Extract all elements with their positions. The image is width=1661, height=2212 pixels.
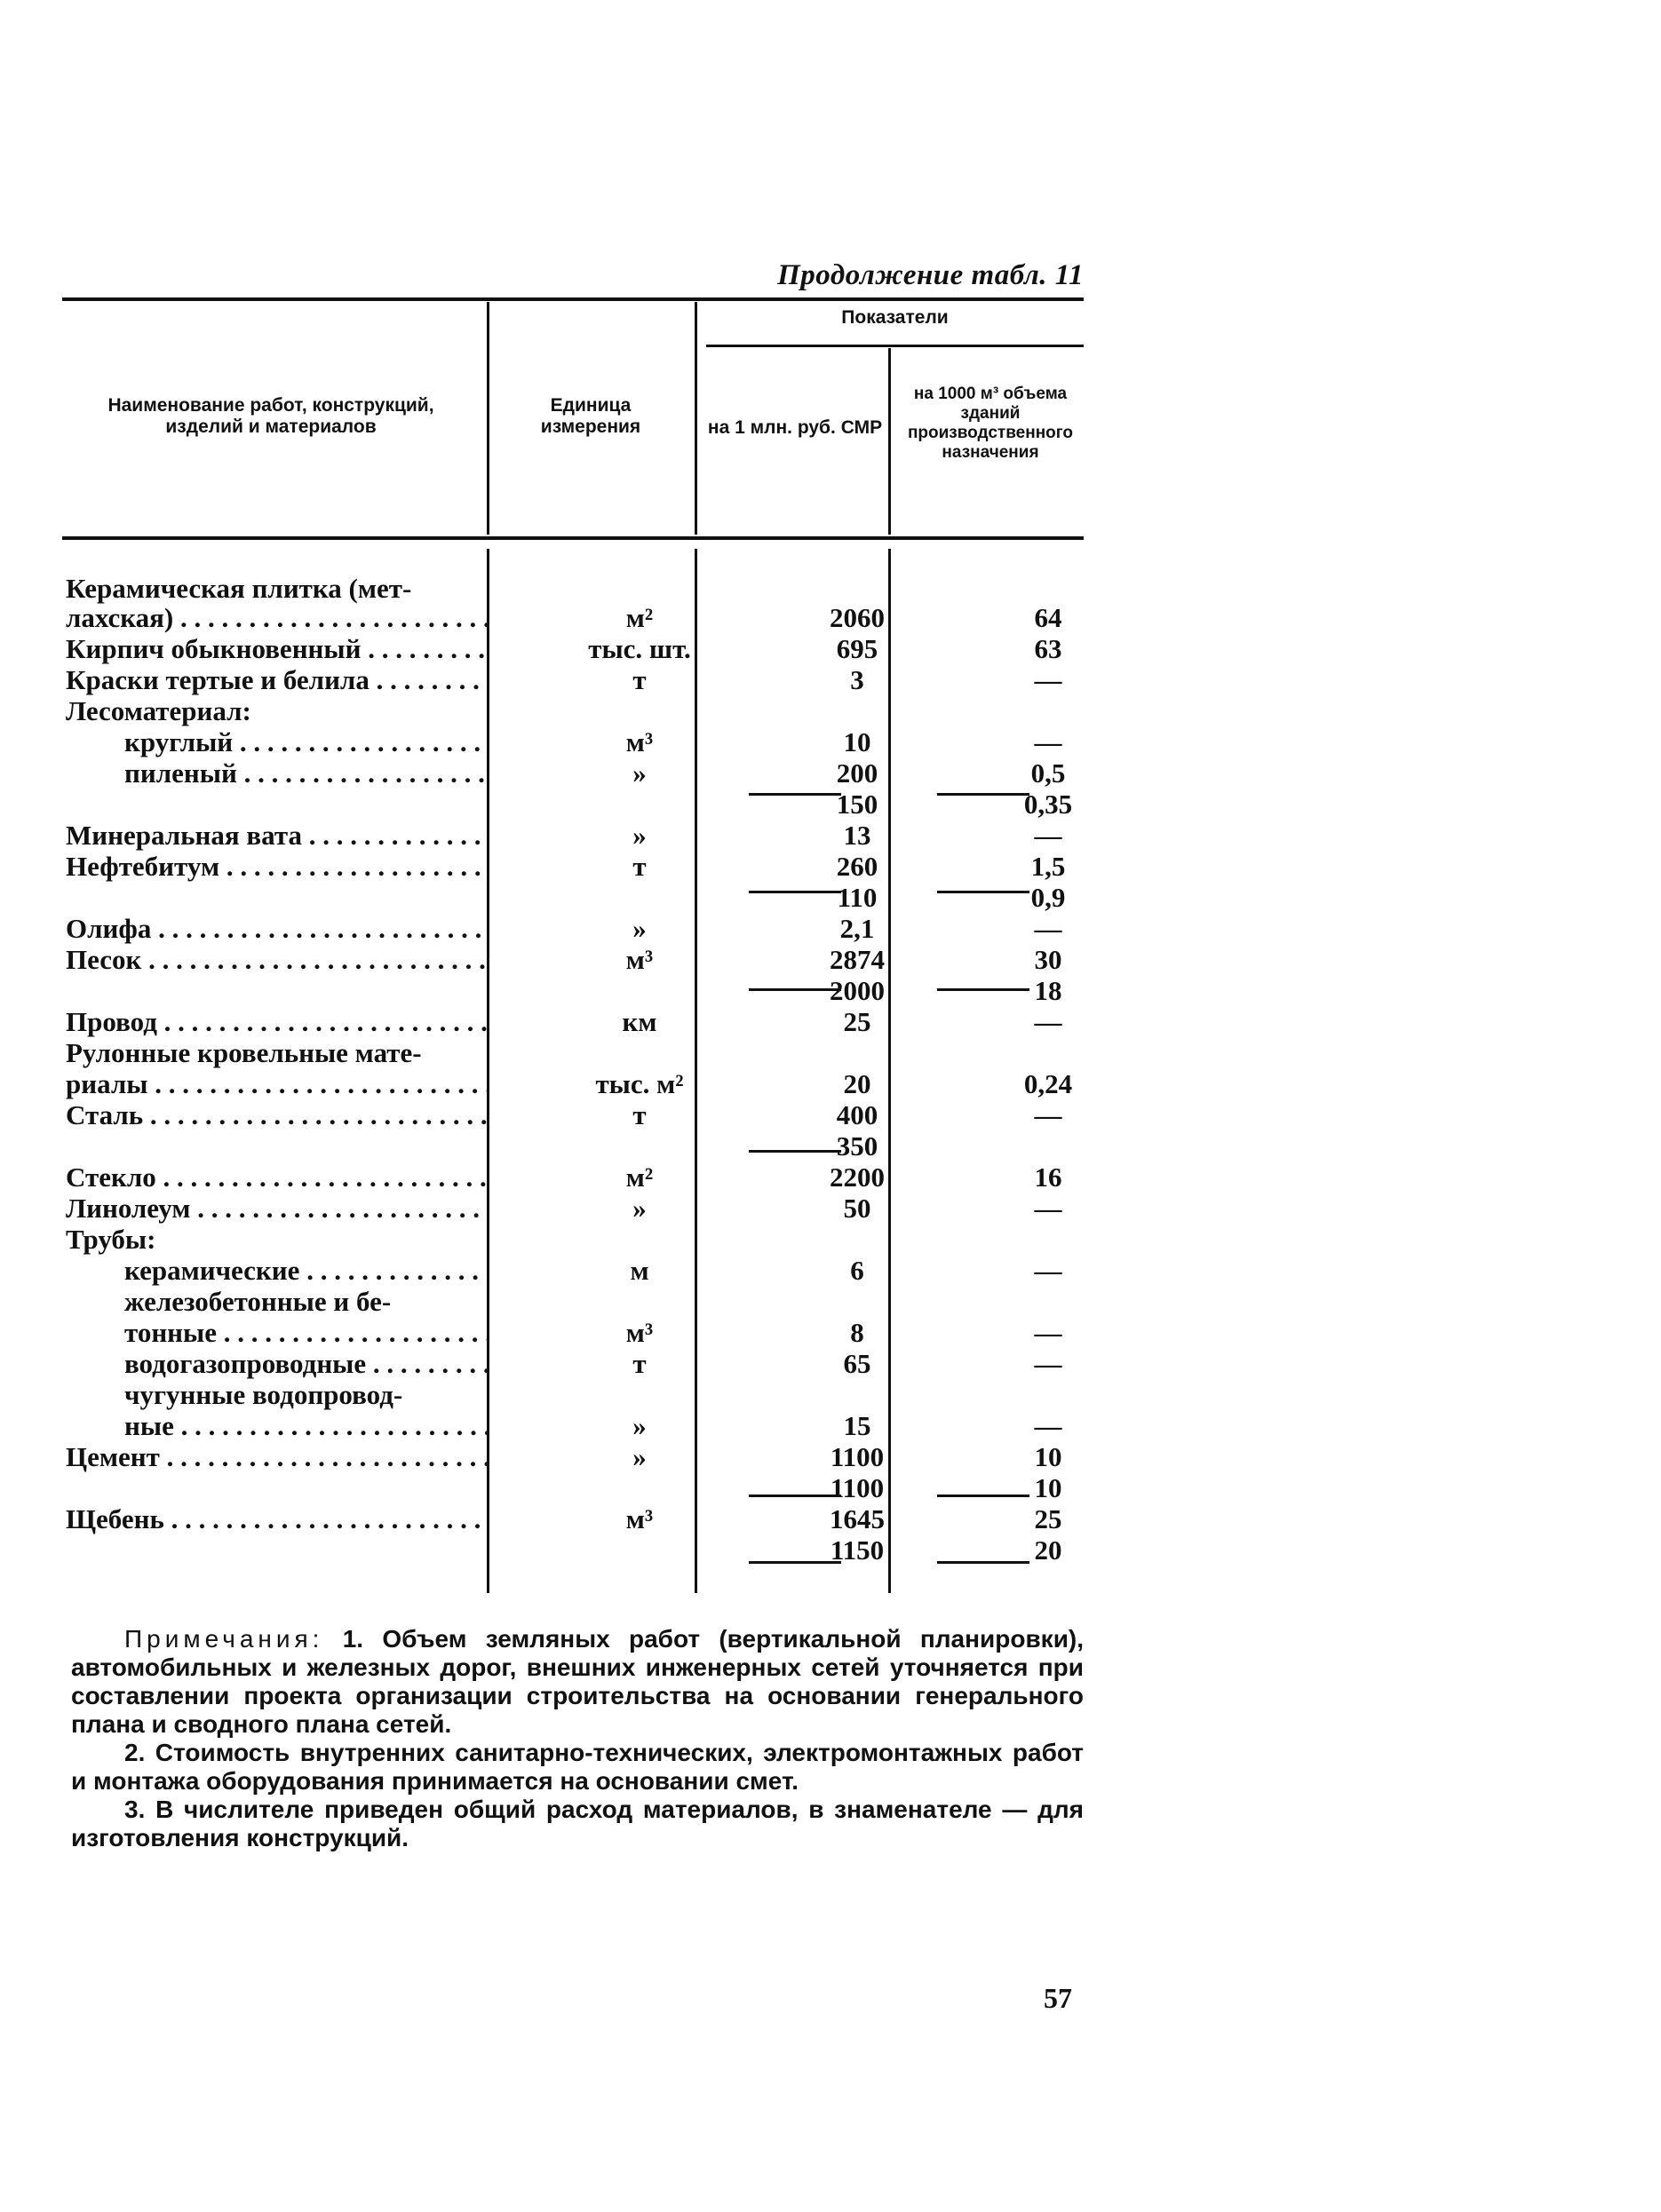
table-row: [62, 1286, 1084, 1317]
header-group: Показатели: [841, 307, 949, 328]
note-3: 3. В числителе приведен общий расход материалов, в знаменателе — для изготовления конструкций.: [71, 1796, 1084, 1851]
row-unit: км: [622, 1006, 657, 1037]
table-row: [62, 757, 1084, 789]
header-bottom-rule: [62, 536, 1084, 540]
row-value-per-1000m3: —: [1034, 1193, 1062, 1224]
row-value-per-million: 400: [836, 1099, 878, 1130]
row-value-per-1000m3: 30: [1034, 944, 1062, 975]
fraction-line: [937, 1494, 1029, 1497]
row-unit: м³: [625, 944, 654, 975]
table-row: [62, 975, 1084, 1006]
row-value-per-million: 8: [850, 1317, 864, 1348]
header-v2: на 1000 м³ объема зданий производственного назначения: [907, 385, 1074, 462]
fraction-line: [749, 988, 841, 991]
row-name: лахская) . . .: [66, 602, 489, 633]
top-rule: [62, 297, 1084, 301]
fraction-line: [749, 1561, 841, 1564]
row-value-per-1000m3: —: [1034, 1348, 1062, 1379]
table-row: [62, 602, 1084, 633]
row-value-per-1000m3: 63: [1034, 633, 1062, 664]
row-name: Провод . . .: [66, 1006, 489, 1037]
row-unit: м³: [625, 726, 654, 757]
note-1: 1. Объем земляных работ (вертикальной планировки), автомобильных и железных дорог, внешних инженерных сетей уточняется при составлении проекта организации строительства на основании генерального плана и сводного плана сетей.: [71, 1625, 1085, 1738]
row-value-per-million: 150: [836, 789, 878, 820]
table-row: [62, 1317, 1084, 1348]
fraction-line: [937, 793, 1029, 796]
row-name: Линолеум . . .: [66, 1193, 489, 1224]
table-row: [62, 1037, 1084, 1068]
note-2: 2. Стоимость внутренних санитарно-технических, электромонтажных работ и монтажа оборудования принимается на основании смет.: [71, 1739, 1084, 1795]
row-unit: т: [632, 664, 647, 695]
row-value-per-1000m3: —: [1034, 1099, 1062, 1130]
row-value-per-million: 1100: [830, 1441, 885, 1472]
fraction-line: [937, 891, 1029, 893]
row-value-per-million: 15: [843, 1410, 871, 1441]
row-unit: »: [632, 1441, 647, 1472]
table-caption: Продолжение табл. 11: [777, 259, 1084, 291]
row-value-per-million: 3: [850, 664, 864, 695]
row-value-per-1000m3: 0,24: [1023, 1068, 1073, 1099]
row-name: Трубы:: [66, 1224, 156, 1255]
fraction-line: [749, 1150, 841, 1153]
fraction-line: [749, 1494, 841, 1497]
fraction-line: [937, 1561, 1029, 1564]
header-divider-1: [487, 302, 489, 535]
table-row: [62, 1255, 1084, 1286]
row-name: Цемент . . .: [66, 1441, 489, 1472]
row-unit: »: [632, 757, 647, 789]
table-row: [62, 1503, 1084, 1534]
row-value-per-million: 1645: [830, 1503, 885, 1534]
row-name: Щебень . . .: [66, 1503, 489, 1534]
row-name: Минеральная вата . . .: [66, 820, 489, 851]
row-value-per-1000m3: 64: [1034, 602, 1062, 633]
table-row: [62, 1099, 1084, 1130]
row-value-per-million: 2200: [830, 1161, 885, 1193]
row-name: чугунные водопровод-: [124, 1379, 403, 1410]
fraction-line: [749, 891, 841, 893]
table-row: [62, 726, 1084, 757]
row-name: Сталь . . .: [66, 1099, 489, 1130]
row-name: круглый . . .: [124, 726, 489, 757]
row-value-per-1000m3: —: [1034, 726, 1062, 757]
row-value-per-1000m3: —: [1034, 1317, 1062, 1348]
row-value-per-million: 200: [836, 757, 878, 789]
row-value-per-million: 2000: [830, 975, 885, 1006]
group-rule: [706, 345, 1084, 347]
row-name: керамические . . .: [124, 1255, 489, 1286]
row-value-per-million: 2874: [830, 944, 885, 975]
row-value-per-1000m3: —: [1034, 913, 1062, 944]
row-value-per-million: 260: [836, 851, 878, 882]
row-value-per-1000m3: 0,5: [1030, 757, 1066, 789]
row-name: Краски тертые и белила . . .: [66, 664, 489, 695]
table-row: [62, 1534, 1084, 1566]
table-row: [62, 1410, 1084, 1441]
row-value-per-1000m3: —: [1034, 820, 1062, 851]
header-divider-3: [888, 348, 891, 535]
row-name: Нефтебитум . . .: [66, 851, 489, 882]
row-value-per-1000m3: —: [1034, 1410, 1062, 1441]
row-unit: »: [632, 820, 647, 851]
row-unit: м: [630, 1255, 649, 1286]
row-unit: тыс. шт.: [588, 633, 691, 664]
notes-label: Примечания:: [124, 1625, 324, 1653]
row-name: Лесоматериал:: [66, 695, 251, 726]
fraction-line: [937, 988, 1029, 991]
table-row: [62, 573, 1084, 604]
header-name: Наименование работ, конструкций, изделий и материалов: [107, 395, 434, 437]
row-name: Стекло . . .: [66, 1161, 489, 1193]
row-value-per-million: 25: [843, 1006, 871, 1037]
table-row: [62, 664, 1084, 695]
table-row: [62, 633, 1084, 664]
table-row: [62, 1006, 1084, 1037]
table-row: [62, 1224, 1084, 1255]
row-name: железобетонные и бе-: [124, 1286, 392, 1317]
header-unit: Единица измерения: [540, 395, 641, 437]
table-row: [62, 1130, 1084, 1161]
row-value-per-million: 50: [843, 1193, 871, 1224]
header-v1: на 1 млн. руб. СМР: [707, 417, 883, 438]
row-value-per-1000m3: 18: [1034, 975, 1062, 1006]
table-row: [62, 1193, 1084, 1224]
row-name: Кирпич обыкновенный . . .: [66, 633, 489, 664]
row-value-per-million: 10: [843, 726, 871, 757]
row-value-per-1000m3: —: [1034, 1255, 1062, 1286]
row-value-per-million: 110: [837, 882, 878, 913]
row-unit: тыс. м²: [595, 1068, 684, 1099]
notes: [71, 1625, 1084, 1852]
row-value-per-million: 6: [850, 1255, 864, 1286]
row-value-per-million: 1100: [830, 1472, 885, 1503]
row-unit: т: [632, 851, 647, 882]
table-row: [62, 851, 1084, 882]
row-unit: м²: [625, 602, 654, 633]
table-row: [62, 1348, 1084, 1379]
row-value-per-1000m3: 20: [1034, 1534, 1062, 1566]
table-row: [62, 820, 1084, 851]
row-value-per-million: 2,1: [839, 913, 875, 944]
table-row: [62, 882, 1084, 913]
row-unit: »: [632, 1410, 647, 1441]
row-value-per-1000m3: —: [1034, 1006, 1062, 1037]
row-value-per-1000m3: 0,35: [1023, 789, 1073, 820]
row-value-per-million: 695: [836, 633, 878, 664]
row-unit: »: [632, 1193, 647, 1224]
row-value-per-1000m3: 25: [1034, 1503, 1062, 1534]
row-name: Керамическая плитка (мет-: [66, 573, 412, 604]
table-row: [62, 1068, 1084, 1099]
row-name: Рулонные кровельные мате-: [66, 1037, 422, 1068]
table-row: [62, 1441, 1084, 1472]
row-value-per-1000m3: 1,5: [1030, 851, 1066, 882]
page-number: 57: [1044, 1982, 1072, 2014]
row-unit: м³: [625, 1317, 654, 1348]
table-row: [62, 1161, 1084, 1193]
table-row: [62, 789, 1084, 820]
table-row: [62, 1379, 1084, 1410]
row-unit: м³: [625, 1503, 654, 1534]
table-row: [62, 913, 1084, 944]
row-value-per-million: 350: [836, 1130, 878, 1161]
row-value-per-million: 13: [843, 820, 871, 851]
row-name: пиленый . . .: [124, 757, 489, 789]
row-name: ные . . .: [124, 1410, 489, 1441]
row-value-per-1000m3: 0,9: [1030, 882, 1066, 913]
row-value-per-million: 1150: [830, 1534, 885, 1566]
row-value-per-1000m3: 10: [1034, 1472, 1062, 1503]
row-value-per-million: 2060: [830, 602, 885, 633]
row-unit: т: [632, 1099, 647, 1130]
row-value-per-1000m3: 16: [1034, 1161, 1062, 1193]
row-value-per-million: 20: [843, 1068, 871, 1099]
row-unit: м²: [625, 1161, 654, 1193]
row-value-per-million: 65: [843, 1348, 871, 1379]
table-row: [62, 944, 1084, 975]
header-divider-2: [695, 302, 697, 535]
table-row: [62, 695, 1084, 726]
row-value-per-1000m3: —: [1034, 664, 1062, 695]
table-row: [62, 1472, 1084, 1503]
row-name: Олифа . . .: [66, 913, 489, 944]
fraction-line: [749, 793, 841, 796]
row-value-per-1000m3: 10: [1034, 1441, 1062, 1472]
row-unit: т: [632, 1348, 647, 1379]
row-name: риалы . . .: [66, 1068, 489, 1099]
row-name: Песок . . .: [66, 944, 489, 975]
row-name: водогазопроводные . . .: [124, 1348, 489, 1379]
row-name: тонные . . .: [124, 1317, 489, 1348]
row-unit: »: [632, 913, 647, 944]
